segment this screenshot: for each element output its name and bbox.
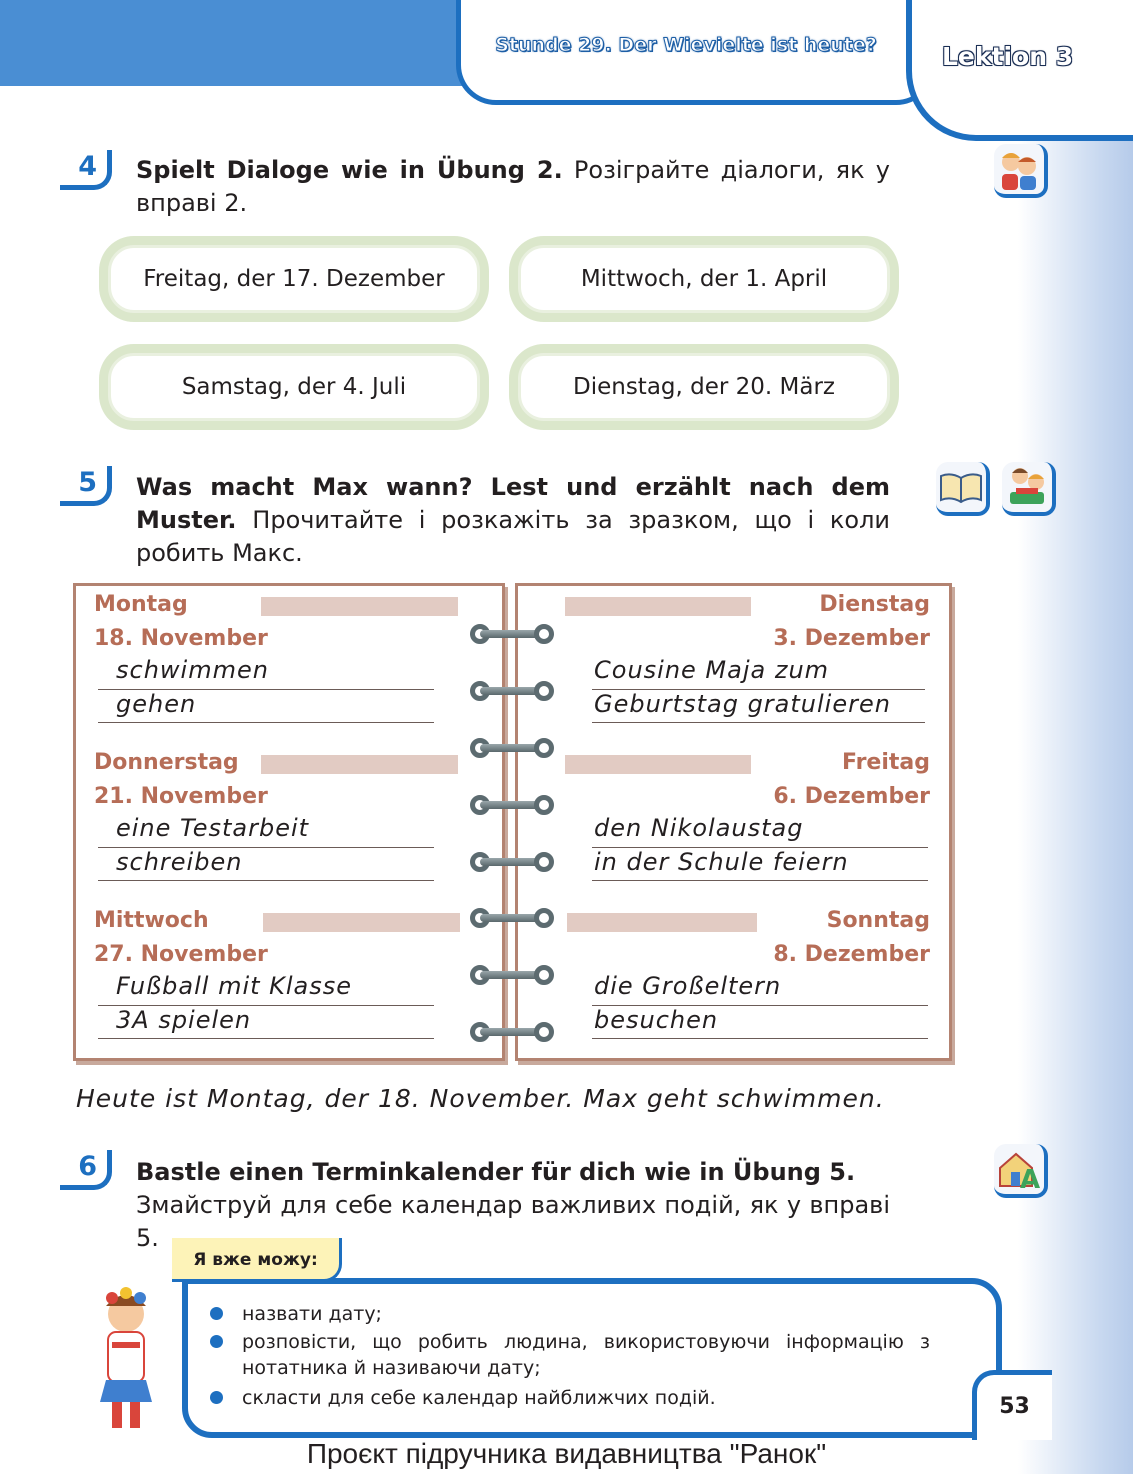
spiral-ring [470,906,554,930]
left-entry-3-bar [263,913,460,932]
left-entry-1-rule-2 [98,722,434,723]
left-entry-3-line-1: Fußball mit Klasse [116,972,353,1000]
date-card-3: Samstag, der 4. Juli [108,353,480,421]
exercise-6-title-de: Bastle einen Terminkalender für dich wie in Übung 5. [136,1158,856,1186]
can-do-item-2: розповісти, що робить людина, використовуючи інформацію з нотатника й називаючи дату; [242,1331,930,1379]
date-card-1: Freitag, der 17. Dezember [108,245,480,313]
spiral-ring [470,736,554,760]
left-entry-1-day: Montag [94,592,188,617]
left-entry-2-bar [261,755,458,774]
house-letter-a-icon [994,1144,1048,1198]
left-entry-3-rule-2 [98,1038,434,1039]
bullet-icon [210,1335,223,1348]
exercise-5-number: 5 [60,466,112,506]
right-entry-1-day: Dienstag [819,592,930,617]
right-entry-2-line-1: den Nikolaustag [594,814,804,842]
date-card-4: Dienstag, der 20. März [518,353,890,421]
left-entry-1-bar [261,597,458,616]
children-reading-icon [1002,462,1056,516]
can-do-label: Я вже можу: [172,1238,342,1282]
right-entry-1-line-1: Cousine Maja zum [594,656,830,684]
right-entry-1-line-2: Geburtstag gratulieren [594,690,891,718]
left-entry-2-line-2: schreiben [116,848,243,876]
example-sentence: Heute ist Montag, der 18. November. Max geht schwimmen. [76,1084,885,1113]
left-entry-2-day: Donnerstag [94,750,239,775]
right-entry-2-date: 6. Dezember [773,784,930,809]
right-entry-2-rule-2 [592,880,928,881]
right-entry-2-line-2: in der Schule feiern [594,848,849,876]
exercise-4-title-ua: Розіграйте діалоги, як у вправі 2. [136,156,890,217]
left-entry-2-line-1: eine Testarbeit [116,814,310,842]
exercise-6-number: 6 [60,1150,112,1190]
right-entry-1-rule-2 [592,722,925,723]
left-entry-1-date: 18. November [94,626,268,651]
left-entry-2-rule-2 [98,880,434,881]
exercise-4-number: 4 [60,150,112,190]
spiral-ring [470,963,554,987]
spiral-ring [470,850,554,874]
right-gradient-strip [1018,0,1133,1474]
girl-in-costume-illustration [78,1284,174,1434]
left-entry-3-date: 27. November [94,942,268,967]
page-number: 53 [972,1370,1052,1440]
right-entry-3-day: Sonntag [826,908,930,933]
right-entry-3-line-1: die Großeltern [594,972,782,1000]
lektion-badge: Lektion 3 [942,42,1074,71]
lesson-title: Stunde 29. Der Wievielte ist heute? [495,34,877,56]
right-entry-3-bar [567,913,757,932]
right-entry-1-bar [565,597,751,616]
right-entry-3-line-2: besuchen [594,1006,719,1034]
spiral-ring [470,622,554,646]
exercise-5-instruction [136,471,890,570]
bullet-icon [210,1391,223,1404]
bullet-icon [210,1307,223,1320]
open-book-icon [936,462,990,516]
left-entry-2-date: 21. November [94,784,268,809]
svg-text:A: A [1020,1165,1041,1194]
left-entry-3-line-2: 3A spielen [116,1006,252,1034]
right-entry-3-rule-2 [592,1038,928,1039]
exercise-5-title-ua: Прочитайте і розкажіть за зразком, що і коли робить Макс. [136,506,890,567]
right-entry-2-bar [565,755,751,774]
two-children-icon [994,144,1048,198]
left-entry-1-line-2: gehen [116,690,197,718]
left-entry-3-day: Mittwoch [94,908,209,933]
left-entry-1-line-1: schwimmen [116,656,269,684]
right-entry-1-date: 3. Dezember [773,626,930,651]
right-entry-2-day: Freitag [841,750,930,775]
spiral-ring [470,793,554,817]
publisher-footer: Проєкт підручника видавництва "Ранок" [306,1438,827,1469]
can-do-item-3: скласти для себе календар найближчих подій. [242,1387,716,1409]
exercise-4-title-de: Spielt Dialoge wie in Übung 2. [136,156,563,184]
can-do-item-1: назвати дату; [242,1303,382,1325]
right-entry-3-date: 8. Dezember [773,942,930,967]
date-card-2: Mittwoch, der 1. April [518,245,890,313]
exercise-5-title-de: Was macht Max wann? Lest und erzählt nach dem Muster. [136,473,890,534]
spiral-ring [470,1020,554,1044]
exercise-4-instruction [136,154,890,220]
exercise-6-title-ua: Змайструй для себе календар важливих подій, як у вправі 5. [136,1191,890,1252]
spiral-ring [470,679,554,703]
